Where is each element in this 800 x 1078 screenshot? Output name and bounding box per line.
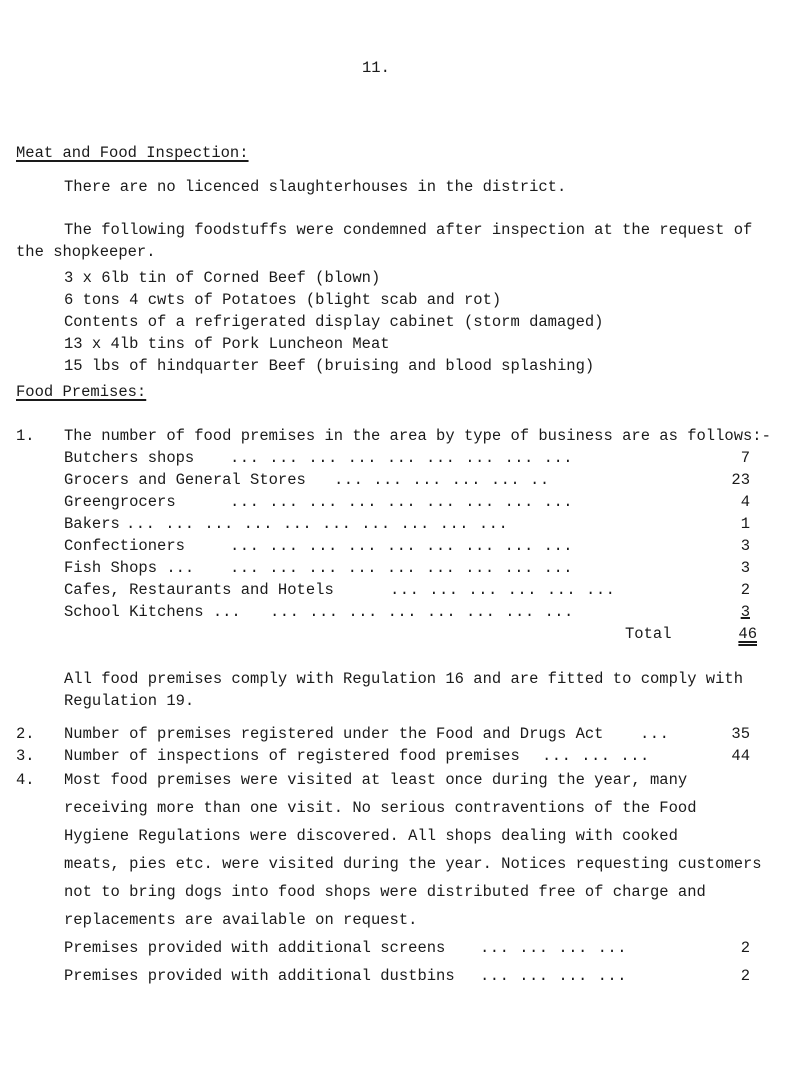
- premises-type-label: Butchers shops: [64, 449, 195, 467]
- premises-type-count: 3: [740, 559, 750, 577]
- extra-count: 2: [740, 967, 750, 985]
- compliance-line-1: All food premises comply with Regulation 16 and are fitted to comply with: [64, 670, 744, 688]
- premises-type-count: 2: [740, 581, 750, 599]
- item-4-line: receiving more than one visit. No serious contraventions of the Food: [64, 799, 697, 817]
- condemned-item: 15 lbs of hindquarter Beef (bruising and blood splashing): [64, 357, 595, 375]
- premises-type-count: 1: [740, 515, 750, 533]
- meat-inspection-heading: Meat and Food Inspection:: [16, 144, 249, 162]
- leader-dots: ... ... ... ... ... ... ... ... ... ...: [126, 515, 509, 533]
- premises-type-count: 3: [740, 603, 750, 621]
- item-4-line: not to bring dogs into food shops were distributed free of charge and: [64, 883, 706, 901]
- condemned-item: 6 tons 4 cwts of Potatoes (blight scab and rot): [64, 291, 502, 309]
- slaughterhouse-paragraph: There are no licenced slaughterhouses in the district.: [64, 178, 567, 196]
- leader-dots: ... ... ... ...: [480, 967, 628, 985]
- premises-type-count: 3: [740, 537, 750, 555]
- page-number: 11.: [362, 59, 390, 77]
- item-4-line: Hygiene Regulations were discovered. All shops dealing with cooked: [64, 827, 678, 845]
- condemned-item: 13 x 4lb tins of Pork Luncheon Meat: [64, 335, 390, 353]
- premises-type-label: Grocers and General Stores: [64, 471, 306, 489]
- item-2-text: Number of premises registered under the Food and Drugs Act: [64, 725, 604, 743]
- extra-label: Premises provided with additional screens: [64, 939, 446, 957]
- item-3-text: Number of inspections of registered food premises: [64, 747, 520, 765]
- condemned-intro-line-2: the shopkeeper.: [16, 243, 156, 261]
- item-3-value: 44: [731, 747, 750, 765]
- premises-type-count: 7: [740, 449, 750, 467]
- leader-dots: ... ... ... ... ... ... ... ...: [270, 603, 574, 621]
- food-premises-heading: Food Premises:: [16, 383, 147, 401]
- condemned-item: 3 x 6lb tin of Corned Beef (blown): [64, 269, 381, 287]
- compliance-line-2: Regulation 19.: [64, 692, 195, 710]
- leader-dots: ... ... ...: [542, 747, 650, 765]
- leader-dots: ... ... ... ... ... ... ... ... ...: [230, 559, 574, 577]
- premises-type-label: Greengrocers: [64, 493, 176, 511]
- total-label: Total: [625, 625, 672, 643]
- leader-dots: ...: [640, 725, 670, 743]
- item-2-value: 35: [731, 725, 750, 743]
- premises-type-label: Fish Shops ...: [64, 559, 195, 577]
- extra-count: 2: [740, 939, 750, 957]
- premises-type-count: 23: [731, 471, 750, 489]
- total-value: 46: [738, 625, 757, 643]
- item-2-number: 2.: [16, 725, 35, 743]
- premises-type-count: 4: [740, 493, 750, 511]
- premises-type-label: Bakers: [64, 515, 120, 533]
- item-4-number: 4.: [16, 771, 35, 789]
- premises-type-label: School Kitchens ...: [64, 603, 241, 621]
- leader-dots: ... ... ... ...: [480, 939, 628, 957]
- item-1-number: 1.: [16, 427, 35, 445]
- condemned-intro-line-1: The following foodstuffs were condemned after inspection at the request of: [64, 221, 753, 239]
- extra-label: Premises provided with additional dustbins: [64, 967, 455, 985]
- item-3-number: 3.: [16, 747, 35, 765]
- item-1-intro: The number of food premises in the area by type of business are as follows:-: [64, 427, 771, 445]
- premises-type-label: Confectioners: [64, 537, 185, 555]
- premises-type-label: Cafes, Restaurants and Hotels: [64, 581, 334, 599]
- leader-dots: ... ... ... ... ... ... ... ... ...: [230, 537, 574, 555]
- leader-dots: ... ... ... ... ... ..: [334, 471, 550, 489]
- item-4-line: meats, pies etc. were visited during the year. Notices requesting customers: [64, 855, 762, 873]
- leader-dots: ... ... ... ... ... ...: [390, 581, 616, 599]
- leader-dots: ... ... ... ... ... ... ... ... ...: [230, 493, 574, 511]
- condemned-item: Contents of a refrigerated display cabinet (storm damaged): [64, 313, 604, 331]
- item-4-line: replacements are available on request.: [64, 911, 418, 929]
- leader-dots: ... ... ... ... ... ... ... ... ...: [230, 449, 574, 467]
- item-4-line: Most food premises were visited at least once during the year, many: [64, 771, 688, 789]
